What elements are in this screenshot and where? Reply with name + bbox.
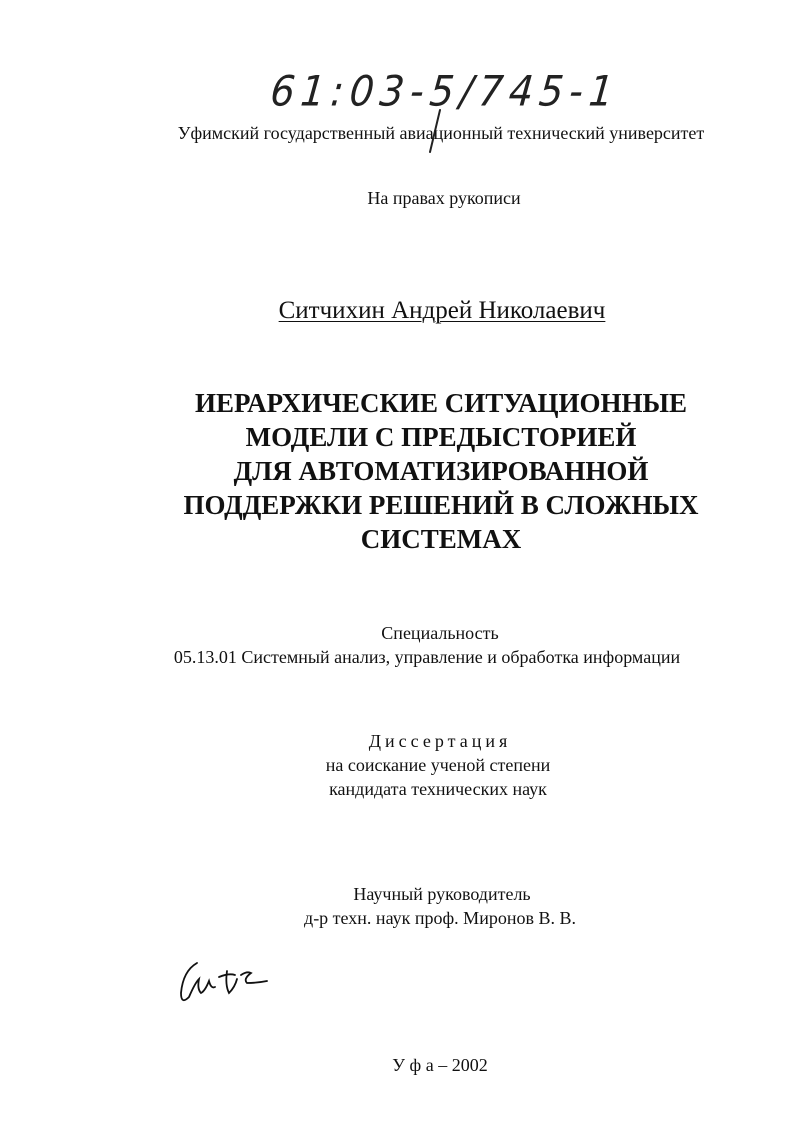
author-name: Ситчихин Андрей Николаевич [278,297,606,324]
handwritten-archive-code: 61:03-5/745-1 [268,66,622,116]
thesis-title-line-3: ДЛЯ АВТОМАТИЗИРОВАННОЙ [233,456,649,486]
university-name: Уфимский государственный авиационный технический университет [177,123,705,143]
thesis-title-line-1: ИЕРАРХИЧЕСКИЕ СИТУАЦИОННЫЕ [195,388,687,418]
supervisor-label: Научный руководитель [353,884,531,904]
thesis-title-line-5: СИСТЕМАХ [360,524,522,554]
degree-line-2: кандидата технических наук [329,779,547,799]
degree-line-1: на соискание ученой степени [325,755,551,775]
specialty-value: 05.13.01 Системный анализ, управление и обработка информации [173,647,681,667]
dissertation-label: Диссертация [368,731,512,751]
city-year: У ф а – 2002 [392,1055,488,1075]
rights-note: На правах рукописи [367,188,521,208]
archive-code-slash-stroke [0,0,793,170]
thesis-title-line-4: ПОДДЕРЖКИ РЕШЕНИЙ В СЛОЖНЫХ [183,490,699,520]
supervisor-name: д-р техн. наук проф. Миронов В. В. [304,908,576,928]
author-signature [175,955,285,1015]
specialty-label: Специальность [381,623,499,643]
thesis-title-line-2: МОДЕЛИ С ПРЕДЫСТОРИЕЙ [245,422,637,452]
